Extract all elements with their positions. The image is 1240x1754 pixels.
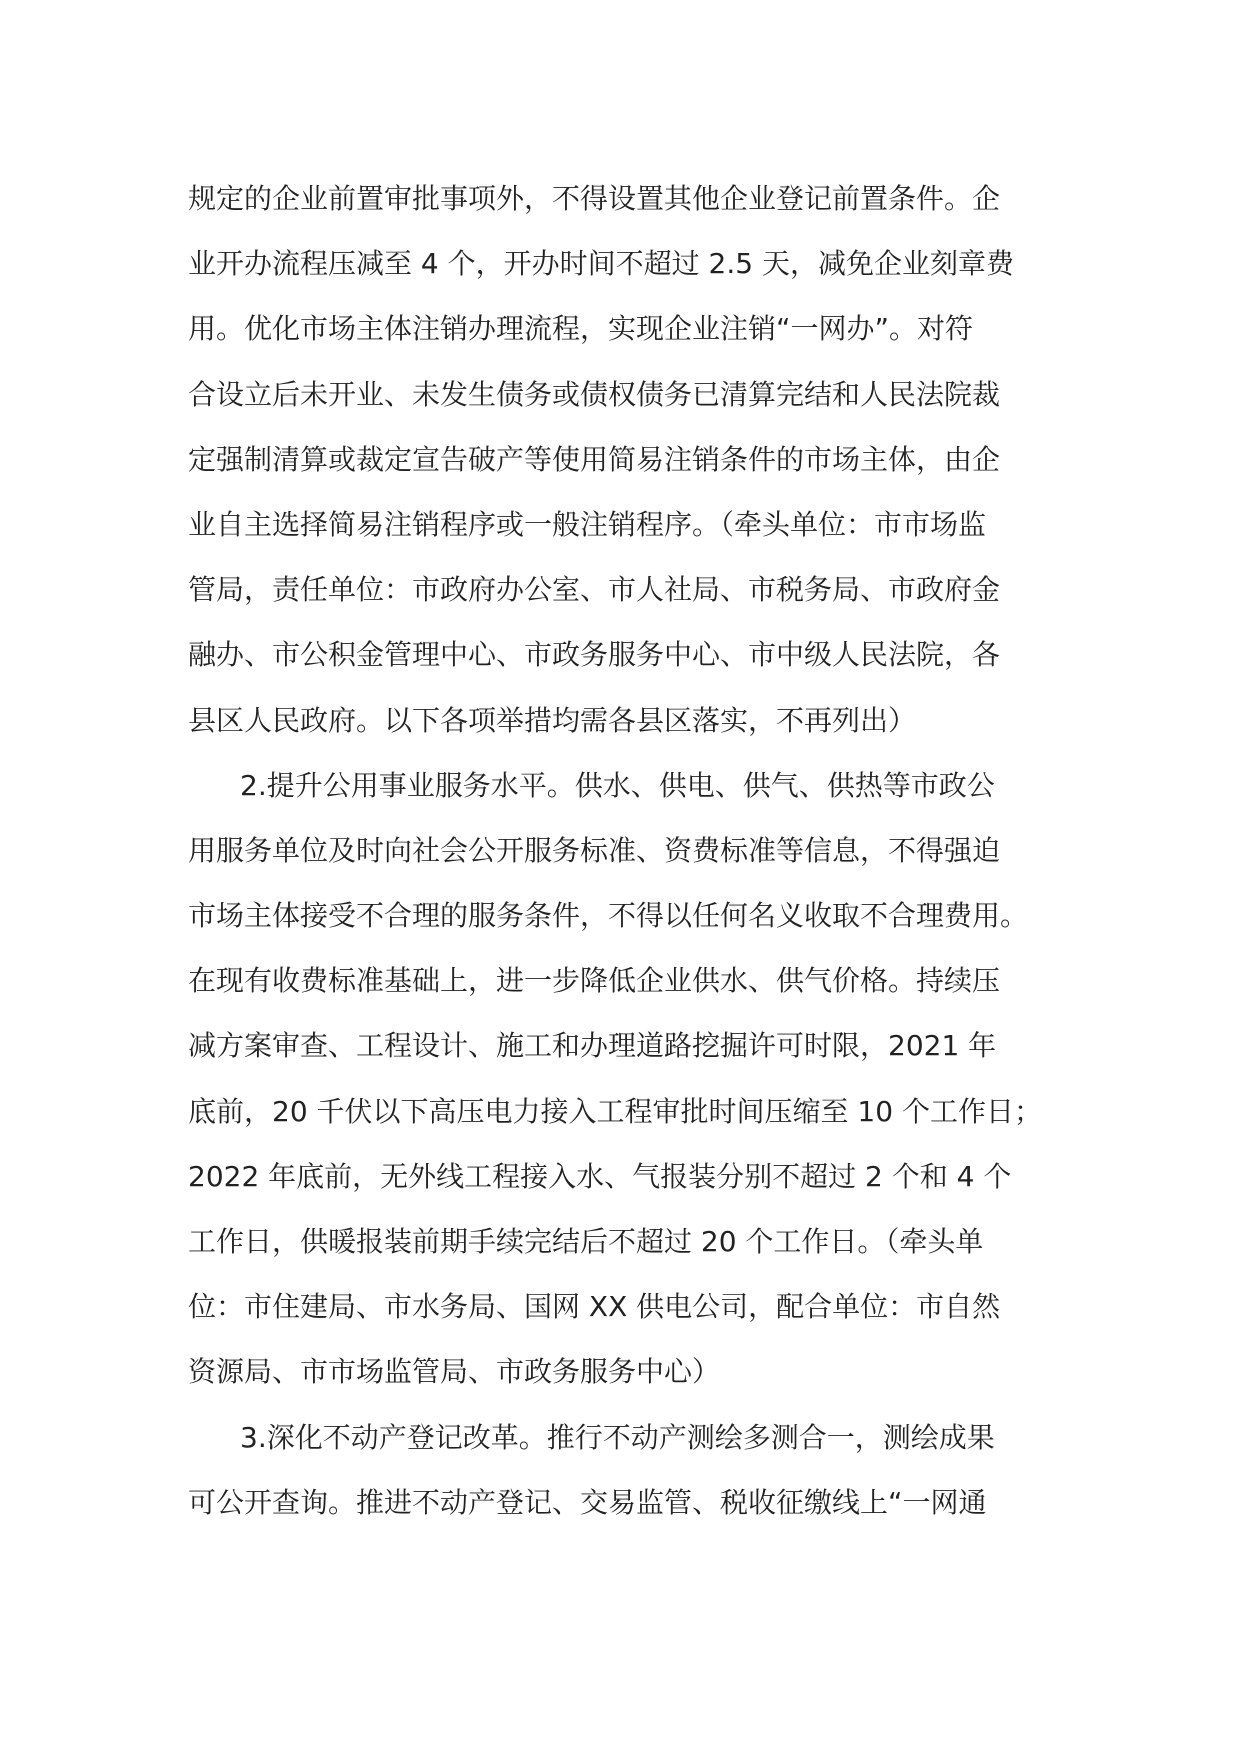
text-line: 2022 年底前，无外线工程接入水、气报装分别不超过 2 个和 4 个 <box>188 1159 1012 1193</box>
text-line: 位：市住建局、市水务局、国网 XX 供电公司，配合单位：市自然 <box>188 1290 1001 1324</box>
text-line: 在现有收费标准基础上，进一步降低企业供水、供气价格。持续压 <box>188 964 1001 998</box>
text-line: 用服务单位及时向社会公开服务标准、资费标准等信息，不得强迫 <box>188 833 1001 867</box>
text-line: 合设立后未开业、未发生债务或债权债务已清算完结和人民法院裁 <box>188 377 1001 411</box>
text-line: 业开办流程压减至 4 个，开办时间不超过 2.5 天，减免企业刻章费 <box>188 247 1014 281</box>
text-line: 市场主体接受不合理的服务条件，不得以任何名义收取不合理费用。 <box>188 899 1029 933</box>
text-line: 工作日，供暖报装前期手续完结后不超过 20 个工作日。（牵头单 <box>188 1225 984 1258</box>
text-line: 减方案审查、工程设计、施工和办理道路挖掘许可时限，2021 年 <box>188 1029 997 1063</box>
text-line: 县区人民政府。以下各项举措均需各县区落实，不再列出） <box>188 703 917 737</box>
text-line: 定强制清算或裁定宣告破产等使用简易注销条件的市场主体，由企 <box>188 442 1001 476</box>
paragraph-heading-3: 3.深化不动产登记改革。推行不动产测绘多测合一，测绘成果 <box>240 1420 995 1454</box>
text-line: 融办、市公积金管理中心、市政务服务中心、市中级人民法院，各 <box>188 638 1001 672</box>
paragraph-heading-2: 2.提升公用事业服务水平。供水、供电、供气、供热等市政公 <box>240 768 995 802</box>
text-line: 规定的企业前置审批事项外，不得设置其他企业登记前置条件。企 <box>188 182 1001 215</box>
text-line: 用。优化市场主体注销办理流程，实现企业注销“一网办”。对符 <box>188 312 974 346</box>
document-body <box>188 166 1058 1535</box>
text-line: 业自主选择简易注销程序或一般注销程序。（牵头单位：市市场监 <box>188 507 987 541</box>
text-line: 资源局、市市场监管局、市政务服务中心） <box>188 1355 721 1389</box>
text-line: 管局，责任单位：市政府办公室、市人社局、市税务局、市政府金 <box>188 573 1001 607</box>
text-line: 可公开查询。推进不动产登记、交易监管、税收征缴线上“一网通 <box>188 1485 987 1519</box>
text-line: 底前，20 千伏以下高压电力接入工程审批时间压缩至 10 个工作日； <box>188 1094 1042 1128</box>
